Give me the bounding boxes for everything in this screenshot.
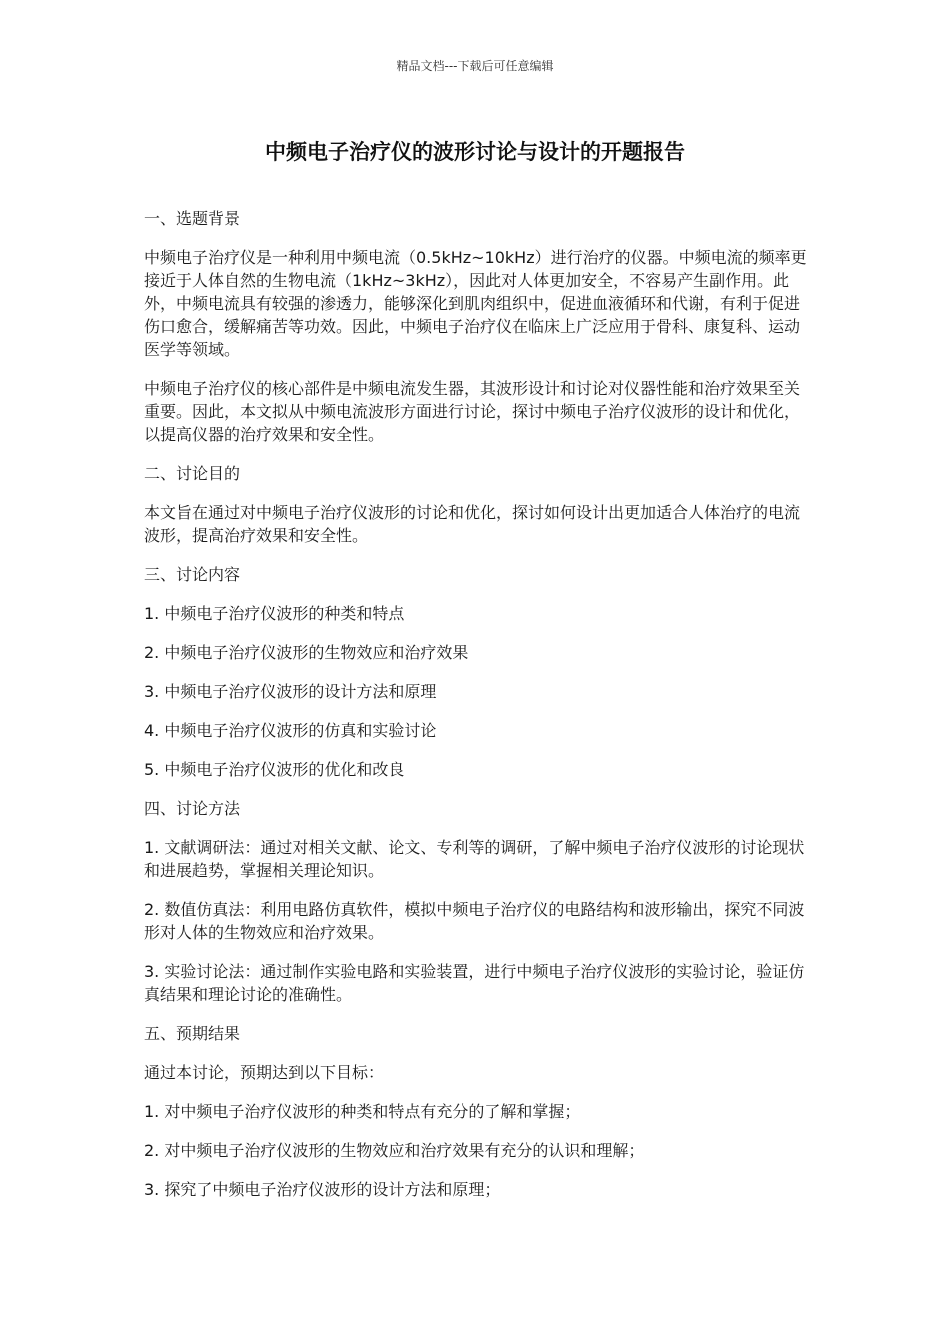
list-item-content-1: 1. 中频电子治疗仪波形的种类和特点 — [144, 604, 405, 623]
list-item-content-3: 3. 中频电子治疗仪波形的设计方法和原理 — [144, 682, 437, 701]
list-item-results-1: 1. 对中频电子治疗仪波形的种类和特点有充分的了解和掌握； — [144, 1102, 581, 1121]
paragraph-background-2: 中频电子治疗仪的核心部件是中频电流发生器，其波形设计和讨论对仪器性能和治疗效果至关重要。因此，本文拟从中频电流波形方面进行讨论，探讨中频电子治疗仪波形的设计和优化，以提高仪器的治疗效果和安全性。 — [144, 379, 801, 444]
list-item-methods-3: 3. 实验讨论法：通过制作实验电路和实验装置，进行中频电子治疗仪波形的实验讨论，验证仿真结果和理论讨论的准确性。 — [144, 962, 805, 1004]
document-title: 中频电子治疗仪的波形讨论与设计的开题报告 — [265, 140, 685, 164]
paragraph-background-1: 中频电子治疗仪是一种利用中频电流（0.5kHz~10kHz）进行治疗的仪器。中频电流的频率更接近于人体自然的生物电流（1kHz~3kHz），因此对人体更加安全，不容易产生副作用。此外，中频电流具有较强的渗透力，能够深化到肌肉组织中，促进血液循环和代谢，有利于促进伤口愈合，缓解痛苦等功效。因此，中频电子治疗仪在临床上广泛应用于骨科、康复科、运动医学等领域。 — [144, 248, 807, 359]
header-note: 精品文档---下载后可任意编辑 — [396, 59, 554, 73]
section-heading-results: 五、预期结果 — [144, 1024, 241, 1043]
document-body — [144, 207, 810, 1217]
list-item-content-4: 4. 中频电子治疗仪波形的仿真和实验讨论 — [144, 721, 437, 740]
list-item-methods-2: 2. 数值仿真法：利用电路仿真软件，模拟中频电子治疗仪的电路结构和波形输出，探究不同波形对人体的生物效应和治疗效果。 — [144, 900, 805, 942]
list-item-methods-1: 1. 文献调研法：通过对相关文献、论文、专利等的调研，了解中频电子治疗仪波形的讨论现状和进展趋势，掌握相关理论知识。 — [144, 838, 805, 880]
section-heading-background: 一、选题背景 — [144, 209, 241, 228]
section-heading-content: 三、讨论内容 — [144, 565, 241, 584]
list-item-content-5: 5. 中频电子治疗仪波形的优化和改良 — [144, 760, 405, 779]
list-item-results-2: 2. 对中频电子治疗仪波形的生物效应和治疗效果有充分的认识和理解； — [144, 1141, 645, 1160]
section-heading-methods: 四、讨论方法 — [144, 799, 241, 818]
section-heading-purpose: 二、讨论目的 — [144, 464, 241, 483]
list-item-results-3: 3. 探究了中频电子治疗仪波形的设计方法和原理； — [144, 1180, 501, 1199]
list-item-content-2: 2. 中频电子治疗仪波形的生物效应和治疗效果 — [144, 643, 469, 662]
paragraph-results-intro: 通过本讨论，预期达到以下目标： — [144, 1063, 385, 1082]
paragraph-purpose: 本文旨在通过对中频电子治疗仪波形的讨论和优化，探讨如何设计出更加适合人体治疗的电流波形，提高治疗效果和安全性。 — [144, 503, 801, 545]
